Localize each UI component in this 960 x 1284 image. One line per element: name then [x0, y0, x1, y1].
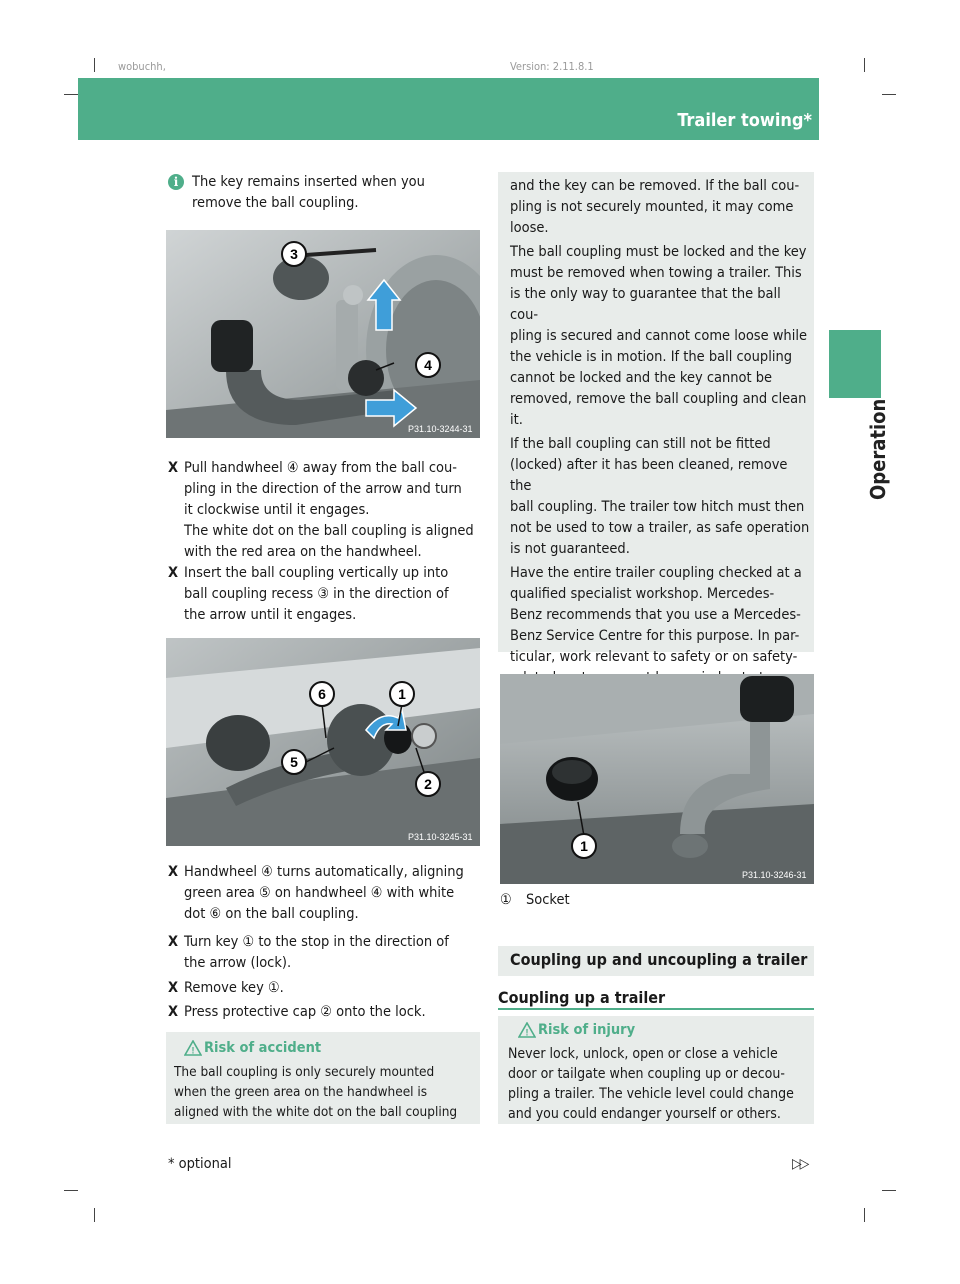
svg-text:!: ! — [191, 1045, 195, 1056]
warning-text: Never lock, unlock, open or close a vehicle door or tailgate when coupling up or decou- pling a trailer. The vehicle level could change and you could endanger yourself or others. — [508, 1046, 794, 1122]
crop-mark — [94, 58, 95, 72]
info-icon: i — [168, 174, 184, 190]
crop-mark — [864, 58, 865, 72]
legend-text: Socket — [526, 892, 570, 908]
svg-text:1: 1 — [398, 686, 406, 702]
photo-ref: P31.10-3246-31 — [742, 870, 807, 880]
instruction-step: X Insert the ball coupling vertically up into ball coupling recess ③ in the direction of the arrow until it engages. — [168, 565, 449, 623]
warning-icon — [184, 1040, 202, 1056]
crop-mark — [882, 94, 896, 95]
instruction-step: X Press protective cap ② onto the lock. — [168, 1004, 426, 1020]
subsection-heading: Coupling up a trailer — [498, 988, 666, 1007]
svg-text:6: 6 — [318, 686, 326, 702]
warning-continued-text: and the key can be removed. If the ball cou- pling is not securely mounted, it may come loose. The ball coupling must be locked and the key must be removed when towing a trailer. This is the only way to guarantee that the ball cou- pling is secured and cannot come loose while the vehicle is in motion. If the ball coupling cannot be locked and the key cannot be removed, remove the ball coupling and clean it. If the ball coupling can still not be fitted (locked) after it has been cleaned, remove the ball coupling. The trailer tow hitch must then not be used to tow a trailer, as safe operation is not guaranteed. Have the entire trailer coupling checked at a qualified specialist workshop. Mercedes- Benz recommends that you use a Mercedes- Benz Service Centre for this purpose. In par- ticular, work relevant to safety or on safety- — [510, 178, 810, 665]
side-tab — [829, 330, 881, 398]
instruction-step: X Remove key ①. — [168, 980, 284, 996]
warning-icon — [518, 1022, 536, 1038]
handwheel-photo — [166, 638, 480, 846]
instruction-step: X Handwheel ④ turns automatically, aligning green area ⑤ on handwheel ④ with white dot ⑥ on the ball coupling. — [168, 864, 464, 922]
header-separator — [819, 78, 823, 140]
crop-mark — [94, 1208, 95, 1222]
warning-title: Risk of injury — [538, 1022, 636, 1038]
crop-mark — [864, 1208, 865, 1222]
legend-number: ① — [500, 892, 512, 908]
info-note: The key remains inserted when you remove the ball coupling. — [192, 174, 425, 211]
warning-title: Risk of accident — [204, 1040, 322, 1056]
instruction-step: X Pull handwheel ④ away from the ball cou- pling in the direction of the arrow and turn it clockwise until it engages. The white dot on the ball coupling is aligned with the red area on the handwheel. — [168, 460, 474, 560]
socket-photo — [500, 674, 814, 884]
svg-text:1: 1 — [580, 838, 588, 854]
svg-text:5: 5 — [290, 754, 298, 770]
instruction-step: X Turn key ① to the stop in the direction of the arrow (lock). — [168, 934, 449, 971]
ghost-header-right: Version: 2.11.8.1 — [510, 60, 594, 73]
crop-mark — [882, 1190, 896, 1191]
crop-mark — [64, 1190, 78, 1191]
warning-box — [166, 1032, 480, 1124]
ghost-header-left: wobuchh, — [118, 60, 166, 73]
page-title: Trailer towing* — [677, 110, 812, 131]
crop-mark — [64, 94, 78, 95]
photo-ref: P31.10-3244-31 — [408, 424, 473, 434]
warning-text: The ball coupling is only securely mounted when the green area on the handwheel is aligned with the white dot on the ball coupling — [174, 1064, 458, 1120]
page-number: 195 — [826, 110, 860, 131]
ball-coupling-photo — [166, 230, 480, 438]
next-page-arrow-icon: ▷▷ — [792, 1156, 808, 1172]
heading-rule — [498, 1008, 814, 1010]
side-section-label: Operation — [866, 398, 890, 500]
warning-box — [498, 1016, 814, 1124]
svg-text:4: 4 — [424, 357, 432, 373]
footer-optional-note: * optional — [168, 1156, 232, 1172]
photo-ref: P31.10-3245-31 — [408, 832, 473, 842]
svg-text:2: 2 — [424, 776, 432, 792]
section-heading: Coupling up and uncoupling a trailer — [498, 946, 814, 976]
svg-text:!: ! — [525, 1027, 529, 1038]
svg-text:3: 3 — [290, 246, 298, 262]
